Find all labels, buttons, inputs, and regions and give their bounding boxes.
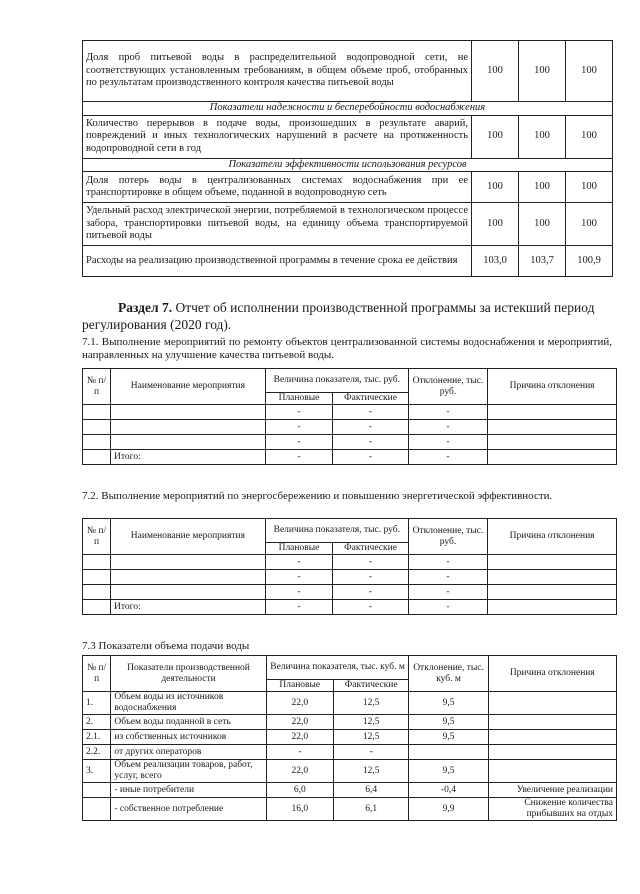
cell-name xyxy=(111,555,266,570)
indicator-value: 100 xyxy=(472,172,519,203)
col-num-header: № п/п xyxy=(83,369,111,405)
paragraph-7-2: 7.2. Выполнение мероприятий по энергосбережению и повышению энергетической эффективности. xyxy=(82,490,553,502)
table-row xyxy=(83,115,613,158)
cell-num xyxy=(83,450,111,465)
cell-name: Итого: xyxy=(111,450,266,465)
col-num-header: № п/п xyxy=(83,519,111,555)
indicator-name: Количество перерывов в подаче воды, произошедших в результате аварий, повреждений и иных технологических нарушений в расчете на протяженность водопроводной сети в год xyxy=(83,115,472,158)
indicator-value: 100 xyxy=(566,172,613,203)
section-row xyxy=(83,158,613,172)
col-fact-header: Фактические xyxy=(333,393,409,405)
cell-fact: - xyxy=(333,450,409,465)
indicator-value: 100 xyxy=(472,41,519,102)
cell-reason xyxy=(488,450,617,465)
table-row xyxy=(83,41,613,102)
header-row xyxy=(83,369,617,393)
cell-name xyxy=(111,570,266,585)
col-fact-header: Фактические xyxy=(333,543,409,555)
cell-plan: 22,0 xyxy=(266,730,333,745)
cell-num xyxy=(83,783,111,798)
cell-plan: 6,0 xyxy=(266,783,333,798)
cell-fact: - xyxy=(333,435,409,450)
cell-plan: - xyxy=(265,450,332,465)
cell-reason: Увеличение реализации xyxy=(488,783,616,798)
cell-plan: - xyxy=(266,745,333,760)
cell-fact: - xyxy=(333,555,409,570)
cell-fact: - xyxy=(333,745,409,760)
cell-num xyxy=(83,420,111,435)
cell-dev: 9,5 xyxy=(409,715,488,730)
cell-fact: - xyxy=(333,420,409,435)
cell-dev: - xyxy=(408,420,487,435)
indicator-value: 100 xyxy=(566,41,613,102)
cell-reason xyxy=(488,760,616,783)
cell-name: - иные потребители xyxy=(111,783,266,798)
indicator-value: 103,0 xyxy=(472,246,519,277)
col-name-header: Наименование мероприятия xyxy=(111,369,266,405)
cell-num: 2.2. xyxy=(83,745,111,760)
cell-plan: - xyxy=(265,555,332,570)
table-row xyxy=(83,405,617,420)
indicator-value: 103,7 xyxy=(519,246,566,277)
section-row xyxy=(83,102,613,116)
paragraph-7-3: 7.3 Показатели объема подачи воды xyxy=(82,640,250,652)
cell-num xyxy=(83,435,111,450)
col-deviation-header: Отклонение, тыс. руб. xyxy=(408,369,487,405)
cell-plan: 22,0 xyxy=(266,692,333,715)
cell-reason xyxy=(488,692,616,715)
cell-plan: - xyxy=(265,435,332,450)
indicator-value: 100 xyxy=(519,203,566,246)
cell-num xyxy=(83,585,111,600)
col-plan-header: Плановые xyxy=(265,543,332,555)
cell-name: Объем воды из источников водоснабжения xyxy=(111,692,266,715)
indicator-value: 100 xyxy=(519,115,566,158)
table-row xyxy=(83,450,617,465)
col-deviation-header: Отклонение, тыс. руб. xyxy=(408,519,487,555)
header-row xyxy=(83,656,617,680)
cell-num: 1. xyxy=(83,692,111,715)
cell-plan: 22,0 xyxy=(266,760,333,783)
cell-reason xyxy=(488,555,617,570)
col-value-header: Величина показателя, тыс. руб. xyxy=(265,519,408,543)
col-reason-header: Причина отклонения xyxy=(488,369,617,405)
cell-reason xyxy=(488,600,617,615)
section-title: Показатели надежности и бесперебойности водоснабжения xyxy=(83,102,613,116)
cell-dev: - xyxy=(408,585,487,600)
cell-fact: - xyxy=(333,570,409,585)
table-row xyxy=(83,555,617,570)
cell-dev: 9,9 xyxy=(409,798,488,821)
cell-name xyxy=(111,420,266,435)
cell-num xyxy=(83,798,111,821)
cell-name xyxy=(111,435,266,450)
cell-dev: 9,5 xyxy=(409,692,488,715)
indicator-value: 100,9 xyxy=(566,246,613,277)
table-7-2 xyxy=(82,518,617,615)
table-row xyxy=(83,600,617,615)
cell-fact: - xyxy=(333,585,409,600)
indicator-value: 100 xyxy=(472,203,519,246)
cell-dev: -0,4 xyxy=(409,783,488,798)
cell-num xyxy=(83,405,111,420)
cell-reason xyxy=(488,730,616,745)
col-plan-header: Плановые xyxy=(265,393,332,405)
indicator-value: 100 xyxy=(472,115,519,158)
paragraph-7-1: 7.1. Выполнение мероприятий по ремонту объектов централизованной системы водоснабжения и мероприятий, направленных на улучшение качества питьевой воды. xyxy=(82,336,612,361)
cell-dev: - xyxy=(408,570,487,585)
cell-name: Итого: xyxy=(111,600,266,615)
indicator-name: Расходы на реализацию производственной программы в течение срока ее действия xyxy=(83,246,472,277)
cell-plan: - xyxy=(265,405,332,420)
header-row xyxy=(83,519,617,543)
cell-dev: - xyxy=(408,405,487,420)
cell-reason xyxy=(488,585,617,600)
cell-plan: - xyxy=(265,570,332,585)
table-7-1 xyxy=(82,368,617,465)
cell-fact: 12,5 xyxy=(333,730,409,745)
table-row xyxy=(83,246,613,277)
col-fact-header: Фактические xyxy=(333,680,409,692)
indicator-value: 100 xyxy=(566,115,613,158)
table-row xyxy=(83,730,617,745)
cell-fact: 12,5 xyxy=(333,760,409,783)
cell-name: Объем реализации товаров, работ, услуг, всего xyxy=(111,760,266,783)
table-row xyxy=(83,420,617,435)
cell-name: Объем воды поданной в сеть xyxy=(111,715,266,730)
cell-fact: 12,5 xyxy=(333,715,409,730)
cell-dev: 9,5 xyxy=(409,730,488,745)
cell-plan: - xyxy=(265,420,332,435)
cell-num: 2. xyxy=(83,715,111,730)
cell-fact: 6,1 xyxy=(333,798,409,821)
table-row xyxy=(83,172,613,203)
table-row xyxy=(83,798,617,821)
table-row xyxy=(83,585,617,600)
cell-num xyxy=(83,555,111,570)
cell-reason xyxy=(488,715,616,730)
cell-name: из собственных источников xyxy=(111,730,266,745)
table-row xyxy=(83,435,617,450)
indicator-value: 100 xyxy=(519,172,566,203)
cell-dev: 9,5 xyxy=(409,760,488,783)
cell-name: - собственное потребление xyxy=(111,798,266,821)
cell-name: от других операторов xyxy=(111,745,266,760)
cell-reason xyxy=(488,435,617,450)
section7-heading: Раздел 7. Отчет об исполнении производственной программы за истекший период регулирования (2020 год). xyxy=(82,300,595,332)
indicator-name: Удельный расход электрической энергии, потребляемой в технологическом процессе забора, транспортировки питьевой воды, на единицу объема транспортируемой питьевой воды xyxy=(83,203,472,246)
cell-fact: 6,4 xyxy=(333,783,409,798)
col-reason-header: Причина отклонения xyxy=(488,656,616,692)
cell-dev xyxy=(409,745,488,760)
section-title: Показатели эффективности использования ресурсов xyxy=(83,158,613,172)
indicator-value: 100 xyxy=(566,203,613,246)
table-row xyxy=(83,570,617,585)
col-deviation-header: Отклонение, тыс. куб. м xyxy=(409,656,488,692)
cell-plan: - xyxy=(265,585,332,600)
cell-num: 2.1. xyxy=(83,730,111,745)
table-row xyxy=(83,760,617,783)
col-value-header: Величина показателя, тыс. руб. xyxy=(265,369,408,393)
cell-dev: - xyxy=(408,450,487,465)
cell-name xyxy=(111,585,266,600)
cell-dev: - xyxy=(408,435,487,450)
col-reason-header: Причина отклонения xyxy=(488,519,617,555)
table-row xyxy=(83,692,617,715)
table-7-3 xyxy=(82,655,617,821)
table-row xyxy=(83,745,617,760)
cell-plan: 16,0 xyxy=(266,798,333,821)
cell-reason xyxy=(488,745,616,760)
cell-fact: - xyxy=(333,600,409,615)
cell-fact: 12,5 xyxy=(333,692,409,715)
indicator-name: Доля проб питьевой воды в распределительной водопроводной сети, не соответствующих установленным требованиям, в общем объеме проб, отобранных по результатам производственного контроля качества питьевой воды xyxy=(83,41,472,102)
col-name-header: Показатели производственной деятельности xyxy=(111,656,266,692)
cell-reason: Снижение количества прибывших на отдых xyxy=(488,798,616,821)
cell-dev: - xyxy=(408,555,487,570)
cell-name xyxy=(111,405,266,420)
table-row xyxy=(83,715,617,730)
cell-num xyxy=(83,600,111,615)
cell-num xyxy=(83,570,111,585)
cell-reason xyxy=(488,420,617,435)
col-num-header: № п/п xyxy=(83,656,111,692)
col-plan-header: Плановые xyxy=(266,680,333,692)
cell-fact: - xyxy=(333,405,409,420)
cell-reason xyxy=(488,405,617,420)
cell-reason xyxy=(488,570,617,585)
col-name-header: Наименование мероприятия xyxy=(111,519,266,555)
indicator-name: Доля потерь воды в централизованных системах водоснабжения при ее транспортировке в общем объеме, поданной в водопроводную сеть xyxy=(83,172,472,203)
indicators-table xyxy=(82,40,613,277)
table-row xyxy=(83,203,613,246)
cell-dev: - xyxy=(408,600,487,615)
indicator-value: 100 xyxy=(519,41,566,102)
cell-plan: 22,0 xyxy=(266,715,333,730)
cell-num: 3. xyxy=(83,760,111,783)
col-value-header: Величина показателя, тыс. куб. м xyxy=(266,656,409,680)
table-row xyxy=(83,783,617,798)
cell-plan: - xyxy=(265,600,332,615)
